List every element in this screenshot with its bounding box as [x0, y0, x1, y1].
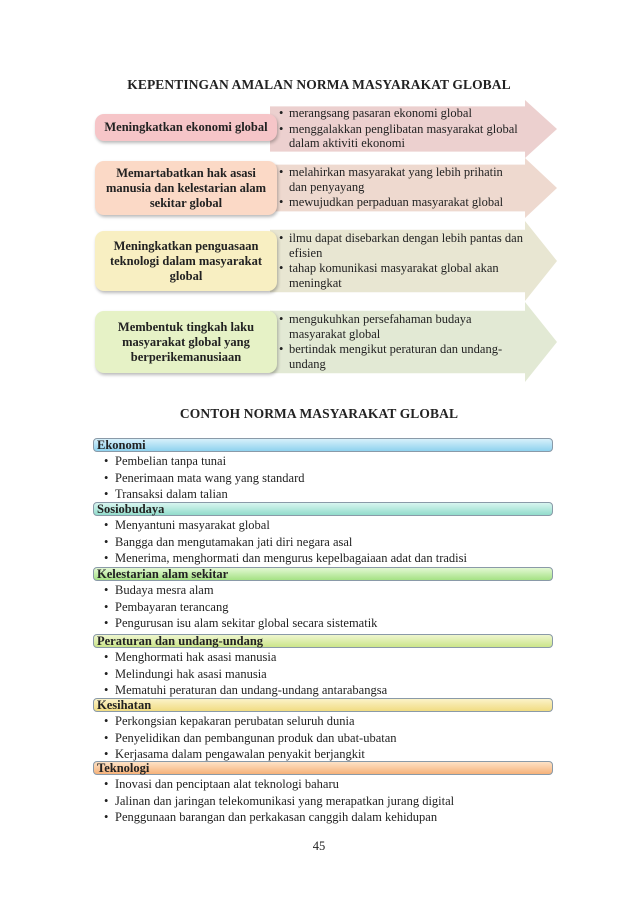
category-header: Teknologi [93, 761, 553, 775]
list-item: • Budaya mesra alam [104, 582, 377, 599]
category-header: Kelestarian alam sekitar [93, 567, 553, 581]
importance-box: Meningkatkan penguasaan teknologi dalam masyarakat global [95, 231, 277, 291]
list-item: • Perkongsian kepakaran perubatan seluruh dunia [104, 713, 397, 730]
list-item: • Menghormati hak asasi manusia [104, 649, 387, 666]
category-header: Kesihatan [93, 698, 553, 712]
importance-box: Memartabatkan hak asasi manusia dan kelestarian alam sekitar global [95, 161, 277, 215]
arrow-text [279, 221, 523, 301]
list-item: • Penggunaan barangan dan perkakasan canggih dalam kehidupan [104, 809, 454, 826]
arrow-point: • merangsang pasaran ekonomi global [279, 106, 523, 121]
arrow-text [279, 158, 523, 218]
category-list [104, 713, 397, 763]
list-item: • Menerima, menghormati dan mengurus kepelbagaiaan adat dan tradisi [104, 550, 467, 567]
arrow-point: • mewujudkan perpaduan masyarakat global [279, 195, 523, 210]
list-item: • Bangga dan mengutamakan jati diri negara asal [104, 534, 467, 551]
page-number: 45 [312, 839, 326, 853]
category-list [104, 649, 387, 699]
list-item: • Pengurusan isu alam sekitar global secara sistematik [104, 615, 377, 632]
diagram-row [95, 158, 557, 218]
arrow-point: • melahirkan masyarakat yang lebih prihatin dan penyayang [279, 165, 523, 194]
list-item: • Penyelidikan dan pembangunan produk dan ubat-ubatan [104, 730, 397, 747]
category-header: Sosiobudaya [93, 502, 553, 516]
arrow-point: • bertindak mengikut peraturan dan undang-undang [279, 342, 523, 371]
list-item: • Pembelian tanpa tunai [104, 453, 305, 470]
category-list [104, 517, 467, 567]
list-item: • Inovasi dan penciptaan alat teknologi baharu [104, 776, 454, 793]
arrow-point: • tahap komunikasi masyarakat global akan meningkat [279, 261, 523, 290]
list-item: • Kerjasama dalam pengawalan penyakit berjangkit [104, 746, 397, 763]
importance-box: Meningkatkan ekonomi global [95, 114, 277, 141]
category-list [104, 776, 454, 826]
diagram-row [95, 221, 557, 301]
category-list [104, 453, 305, 503]
list-item: • Transaksi dalam talian [104, 486, 305, 503]
category-list [104, 582, 377, 632]
list-item: • Jalinan dan jaringan telekomunikasi yang merapatkan jurang digital [104, 793, 454, 810]
category-header: Ekonomi [93, 438, 553, 452]
list-item: • Melindungi hak asasi manusia [104, 666, 387, 683]
arrow-point: • menggalakkan penglibatan masyarakat global dalam aktiviti ekonomi [279, 122, 523, 151]
list-item: • Pembayaran terancang [104, 599, 377, 616]
importance-box: Membentuk tingkah laku masyarakat global yang berperikemanusiaan [95, 311, 277, 373]
arrow-point: • ilmu dapat disebarkan dengan lebih pantas dan efisien [279, 231, 523, 260]
arrow-text [279, 302, 523, 382]
diagram-row [95, 100, 557, 158]
list-item: • Penerimaan mata wang yang standard [104, 470, 305, 487]
arrow-text [279, 100, 523, 158]
category-header: Peraturan dan undang-undang [93, 634, 553, 648]
examples-title: CONTOH NORMA MASYARAKAT GLOBAL [179, 406, 459, 421]
list-item: • Mematuhi peraturan dan undang-undang antarabangsa [104, 682, 387, 699]
diagram-row [95, 302, 557, 382]
arrow-point: • mengukuhkan persefahaman budaya masyarakat global [279, 312, 523, 341]
list-item: • Menyantuni masyarakat global [104, 517, 467, 534]
diagram-title: KEPENTINGAN AMALAN NORMA MASYARAKAT GLOBAL [127, 77, 511, 92]
